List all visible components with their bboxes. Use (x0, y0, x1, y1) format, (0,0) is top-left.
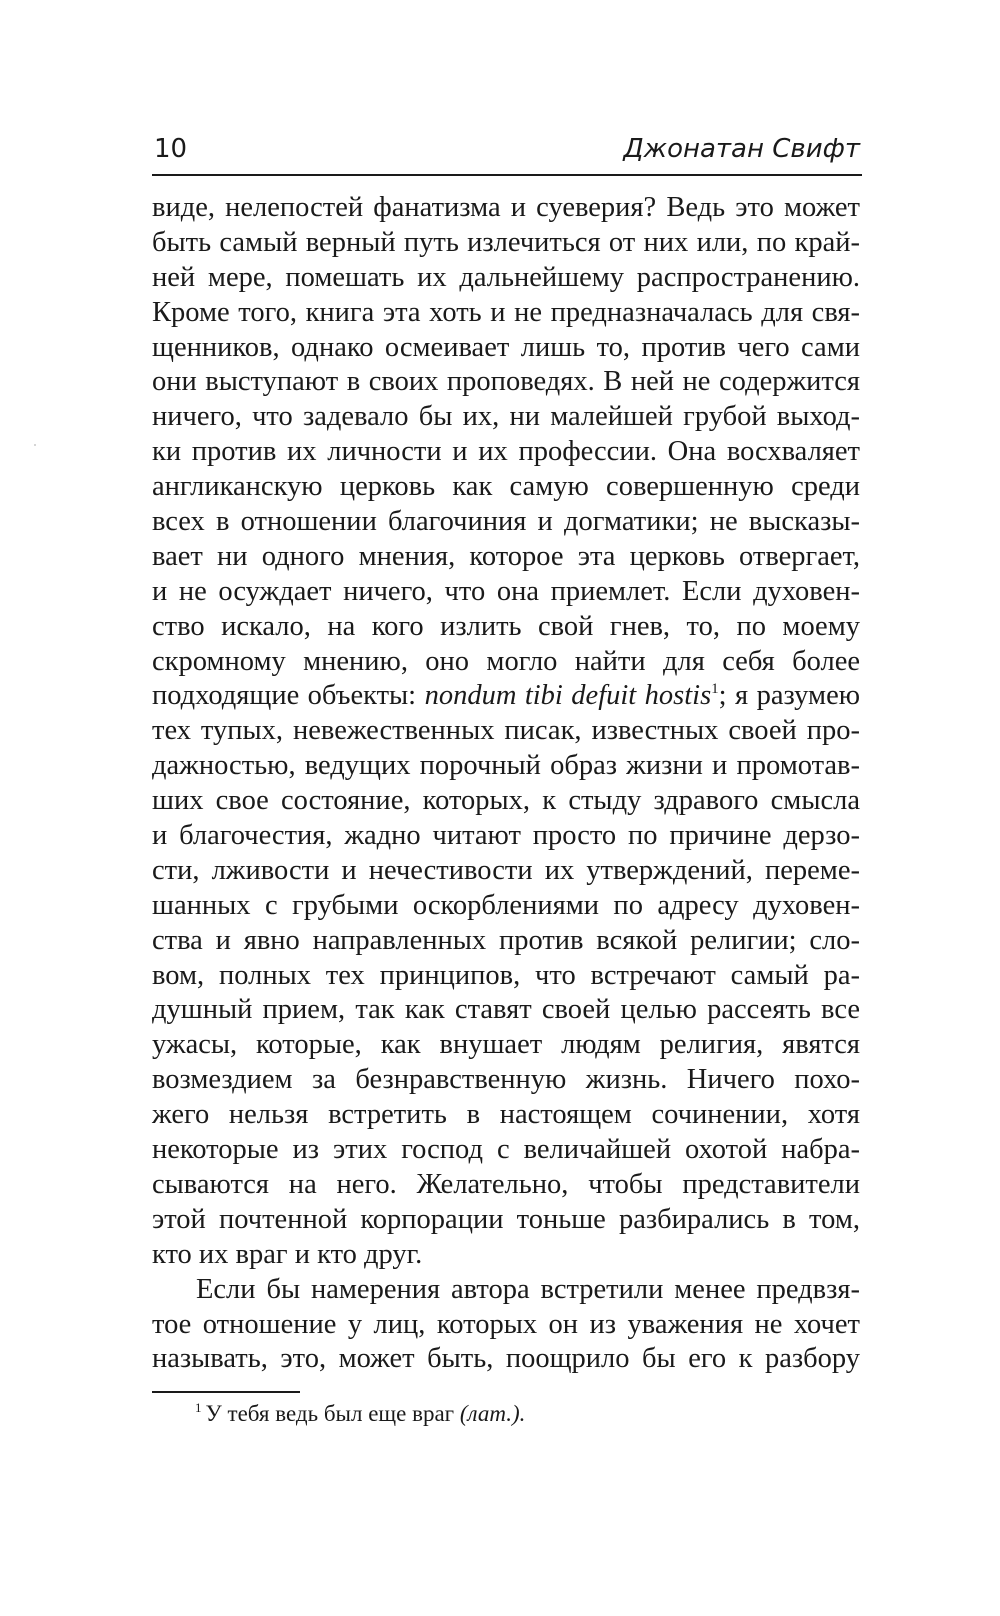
text-line: тое отношение у лиц, которых он из уважения не хочет (152, 1308, 860, 1340)
paragraph-start-line: Если бы намерения автора встретили менее предвзя- (196, 1273, 860, 1305)
body-text (152, 191, 860, 1377)
text-line: называть, это, может быть, поощрило бы его к разбору (152, 1343, 860, 1375)
text-line: ших свое состояние, которых, к стыду здравого смысла (152, 785, 860, 817)
text-line: сти, лживости и нечестивости их утверждений, переме- (152, 854, 860, 886)
text-line: Кроме того, книга эта хоть и не предназначалась для свя- (152, 296, 860, 328)
header-rule (152, 174, 862, 176)
text-line: ничего, что задевало бы их, ни малейшей грубой выход- (152, 401, 860, 433)
text-line: ства и явно направленных против всякой религии; сло- (152, 924, 860, 956)
text-line: всех в отношении благочиния и догматики; не высказы- (152, 506, 860, 538)
text-line: некоторые из этих господ с величайшей охотой набра- (152, 1134, 860, 1166)
text-line: англиканскую церковь как самую совершенную среди (152, 471, 860, 503)
text-line: быть самый верный путь излечиться от них или, по край- (152, 226, 860, 258)
text-line: щенников, однако осмеивает лишь то, против чего сами (152, 331, 860, 363)
text-line-latin-quote (152, 679, 860, 714)
text-line: ство искало, на кого излить свой гнев, то, по моему (152, 610, 860, 642)
text-line: ки против их личности и их профессии. Она восхваляет (152, 436, 860, 468)
text-line: жего нельзя встретить в настоящем сочинении, хотя (152, 1099, 860, 1131)
text-line: шанных с грубыми оскорблениями по адресу духовен- (152, 889, 860, 921)
running-head (154, 132, 860, 170)
footnote-rule (152, 1391, 300, 1393)
footnote-language-note: (лат.). (459, 1401, 526, 1426)
text-line: этой почтенной корпорации тоньше разбирались в том, (152, 1203, 860, 1235)
footnote-reference[interactable]: 1 (711, 681, 719, 698)
text-line: ней мере, помешать их дальнейшему распространению. (152, 261, 860, 293)
text-line: виде, нелепостей фанатизма и суеверия? Ведь это может (152, 192, 860, 223)
text-line: ужасы, которые, как внушает людям религия, явятся (152, 1029, 860, 1061)
footnote-marker: 1 (195, 1400, 202, 1415)
text-line: возмездием за безнравственную жизнь. Ничего похо- (152, 1064, 860, 1096)
text-line: сываются на него. Желательно, чтобы представители (152, 1168, 860, 1200)
text-line: дажностью, ведущих порочный образ жизни и промотав- (152, 750, 860, 782)
latin-line-after: ; я разумею (718, 680, 861, 712)
text-line: вает ни одного мнения, которое эта церковь отвергает, (152, 540, 860, 572)
latin-quote: nondum tibi defuit hostis (424, 680, 712, 712)
text-line: скромному мнению, оно могло найти для себя более (152, 645, 860, 677)
text-line: они выступают в своих проповедях. В ней не содержится (152, 366, 860, 398)
text-line: вом, полных тех принципов, что встречают самый ра- (152, 959, 860, 991)
text-line: тех тупых, невежественных писак, известных своей про- (152, 715, 860, 747)
paragraph-end-line: кто их враг и кто друг. (152, 1238, 423, 1270)
latin-line-before: подходящие объекты: (152, 680, 425, 712)
text-line: и не осуждает ничего, что она приемлет. Если духовен- (152, 575, 860, 607)
text-line: душный прием, так как ставят своей целью рассеять все (152, 994, 860, 1026)
paper-speck (34, 444, 36, 446)
footnote-text: У тебя ведь был еще враг (205, 1401, 460, 1426)
running-head-author: Джонатан Свифт (623, 134, 860, 164)
footnote (195, 1399, 525, 1429)
text-line: и благочестия, жадно читают просто по причине дерзо- (152, 820, 860, 852)
page-number: 10 (154, 134, 188, 164)
